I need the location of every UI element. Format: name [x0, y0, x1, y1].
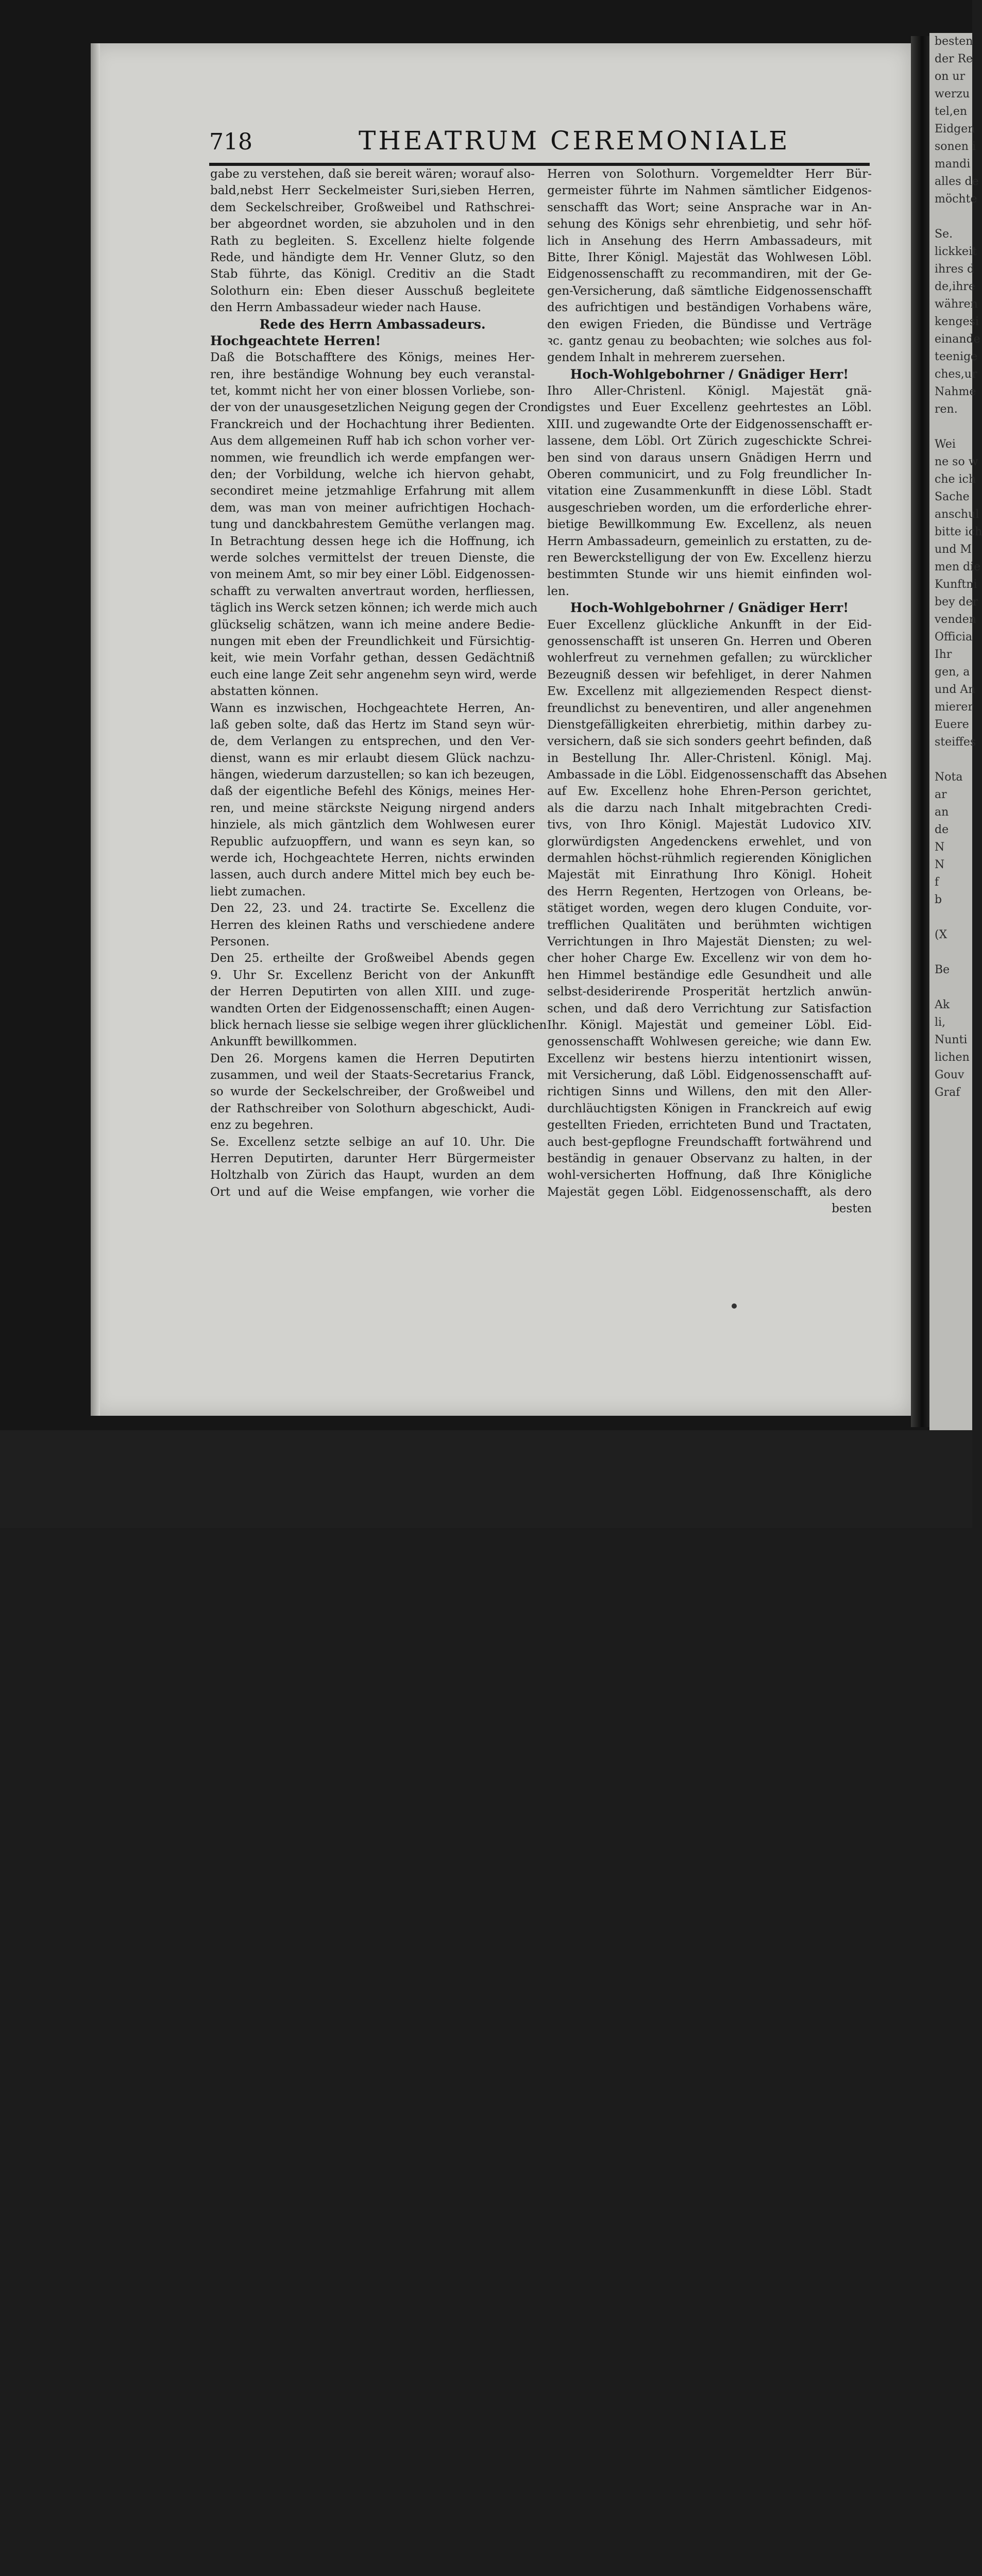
text-line: daß der eigentliche Befehl des Königs, meines Her- — [210, 785, 535, 799]
text-line: Bezeugniß dessen wir befehliget, in derer Nahmen — [547, 668, 872, 682]
text-line: Aus dem allgemeinen Ruff hab ich schon vorher ver- — [210, 434, 535, 448]
text-line: gestellten Frieden, errichteten Bund und Tractaten, — [547, 1118, 872, 1132]
viewer-footer — [0, 1430, 972, 1528]
text-line: versichern, daß sie sich sonders geehrt befinden, daß — [547, 735, 872, 749]
text-line: 9. Uhr Sr. Excellenz Bericht von der Ankunfft — [210, 968, 535, 982]
text-line: Ambassade in die Löbl. Eidgenossenschafft das Absehen — [547, 768, 887, 782]
text-line: sehung des Königs sehr ehrenbietig, und sehr höf- — [547, 217, 872, 231]
running-title: THEATRUM CEREMONIALE — [359, 126, 790, 156]
text-line: ꝛc. gantz genau zu beobachten; wie solches aus fol- — [547, 334, 872, 348]
text-line: freundlichst zu beneventiren, und aller angenehmen — [547, 701, 872, 715]
text-line: Den 22, 23. und 24. tractirte Se. Excellenz die — [210, 902, 535, 916]
adjacent-page-fragment: besten — [935, 35, 973, 48]
adjacent-page-fragment: Euere — [935, 718, 969, 731]
text-line: Rath zu begleiten. S. Excellenz hielte folgende — [210, 234, 535, 248]
text-line: täglich ins Werck setzen können; ich werde mich auch — [210, 601, 538, 615]
text-line: dem, was man von meiner aufrichtigen Hochach- — [210, 501, 535, 515]
text-line: gendem Inhalt in mehrerem zuersehen. — [547, 351, 786, 365]
text-line: Bitte, Ihrer Königl. Majestät das Wohlwesen Löbl. — [547, 250, 872, 264]
text-line: Verrichtungen in Ihro Majestät Diensten; zu wel- — [547, 935, 872, 948]
adjacent-page-fragment: on ur — [935, 70, 966, 83]
adjacent-page-fragment: Nunti — [935, 1033, 968, 1046]
text-line: richtigen Sinns und Willens, den mit den Aller- — [547, 1085, 872, 1099]
adjacent-page-fragment: sonen i — [935, 140, 976, 153]
text-line: beständig in genauer Observanz zu halten, in der — [547, 1152, 872, 1166]
text-line: liebt zumachen. — [210, 885, 306, 899]
text-line: mit Versicherung, daß Löbl. Eidgenossenschafft auf- — [547, 1069, 872, 1082]
adjacent-page-fragment: Kunftni — [935, 578, 977, 591]
adjacent-page-fragment: bey der — [935, 596, 978, 608]
text-line: senschafft das Wort; seine Ansprache war in An- — [547, 200, 872, 214]
text-line: der Herren Deputirten von allen XIII. und zuge- — [210, 985, 535, 999]
text-line: Majestät mit Einrathung Ihro Königl. Hoheit — [547, 868, 872, 882]
text-line: Herren von Solothurn. Vorgemeldter Herr Bür- — [547, 167, 872, 181]
text-line: lassene, dem Löbl. Ort Zürich zugeschickte Schrei- — [547, 434, 872, 448]
text-line: bald,nebst Herr Seckelmeister Suri,sieben Herren, — [210, 184, 535, 198]
adjacent-page-fragment: ches,ur — [935, 368, 977, 381]
text-line: den ewigen Frieden, die Bündisse und Verträge — [547, 317, 872, 331]
text-line: so wurde der Seckelschreiber, der Großweibel und — [210, 1085, 535, 1099]
text-line: tung und danckbahrestem Gemüthe verlangen mag. — [210, 518, 535, 532]
adjacent-page-fragment: währen — [935, 298, 978, 311]
text-line: zusammen, und weil der Staats-Secretarius Franck, — [210, 1069, 535, 1082]
text-line: des Herrn Regenten, Hertzogen von Orleans, be- — [547, 885, 872, 899]
text-line: Hoch-Wohlgebohrner / Gnädiger Herr! — [570, 366, 849, 382]
text-line: Wann es inzwischen, Hochgeachtete Herren, An- — [210, 701, 535, 715]
text-line: cher hoher Charge Ew. Excellenz wir von dem ho- — [547, 952, 872, 965]
text-line: nungen mit eben der Freundlichkeit und Fürsichtig- — [210, 634, 535, 648]
text-line: Excellenz wir bestens hierzu intentionirt wissen, — [547, 1052, 872, 1065]
adjacent-page-fragment: mandi — [935, 158, 971, 171]
text-line: tet, kommt nicht her von einer blossen Vorliebe, son- — [210, 384, 535, 398]
adjacent-page-fragment: an — [935, 806, 949, 819]
adjacent-page-strip — [929, 33, 982, 1430]
text-line: glückselig schätzen, wann ich meine andere Bedie- — [210, 618, 535, 632]
text-line: trefflichen Qualitäten und berühmten wichtigen — [547, 918, 872, 932]
text-line: keit, wie mein Vorfahr gethan, dessen Gedächtniß — [210, 651, 535, 665]
text-line: genossenschafft ist unseren Gn. Herren und Oberen — [547, 634, 872, 648]
text-line: ren, ihre beständige Wohnung bey euch veranstal- — [210, 367, 535, 381]
adjacent-page-fragment: Gouv — [935, 1069, 964, 1081]
adjacent-page-fragment: Ak — [935, 998, 950, 1011]
text-line: Personen. — [210, 935, 270, 948]
right-text-column — [547, 166, 887, 1217]
adjacent-page-fragment: teenige — [935, 350, 978, 363]
adjacent-page-fragment: einande — [935, 333, 980, 346]
text-line: wohlerfreut zu vernehmen gefallen; zu würcklicher — [547, 651, 872, 665]
text-line: Holtzhalb von Zürich das Haupt, wurden an dem — [210, 1168, 535, 1182]
text-line: wohl-versicherten Hoffnung, daß Ihre Königliche — [547, 1168, 872, 1182]
text-line: ben sind von daraus unsern Gnädigen Herrn und — [547, 451, 872, 465]
text-line: Majestät gegen Löbl. Eidgenossenschafft, als dero — [547, 1185, 872, 1199]
text-line: Rede des Herrn Ambassadeurs. — [259, 316, 486, 332]
adjacent-page-fragment: steiffes — [935, 736, 976, 749]
adjacent-page-fragment: Ihr — [935, 648, 952, 661]
text-line: XIII. und zugewandte Orte der Eidgenossenschafft er- — [547, 417, 873, 431]
text-line: hinziele, als mich gäntzlich dem Wohlwesen eurer — [210, 818, 535, 832]
text-line: stätiget worden, wegen dero klugen Conduite, vor- — [547, 902, 872, 916]
text-line: Rede, und händigte dem Hr. Venner Glutz, so den — [210, 250, 535, 264]
text-line: ausgeschrieben worden, um die erforderliche ehrer- — [547, 501, 872, 515]
text-line: in Bestellung Ihr. Aller-Christenl. Königl. Maj. — [547, 751, 872, 765]
text-line: Den 25. ertheilte der Großweibel Abends gegen — [210, 952, 535, 965]
text-line: euch eine lange Zeit sehr angenehm seyn wird, werde — [210, 668, 537, 682]
text-line: besten — [832, 1202, 872, 1216]
text-line: laß geben solte, daß das Hertz im Stand seyn wür- — [210, 718, 535, 732]
text-line: Ankunfft bewillkommen. — [210, 1035, 358, 1049]
adjacent-page-fragment: anschul — [935, 508, 979, 521]
text-line: als die darzu nach Inhalt mitgebrachten Credi- — [547, 801, 872, 815]
text-line: lich in Ansehung des Herrn Ambassadeurs, mit — [547, 234, 872, 248]
text-line: Ort und auf die Weise empfangen, wie vorher die — [210, 1185, 535, 1199]
text-line: Ihro Aller-Christenl. Königl. Majestät gnä- — [547, 384, 872, 398]
text-line: den; der Vorbildung, welche ich hiervon gehabt, — [210, 468, 535, 482]
adjacent-page-fragment: alles de — [935, 175, 979, 188]
left-text-column — [210, 166, 548, 1200]
text-line: auch best-gepflogne Freundschafft fortwährend und — [547, 1135, 872, 1149]
adjacent-page-fragment: und An — [935, 683, 976, 696]
adjacent-page-fragment: f — [935, 876, 939, 889]
text-line: Eidgenossenschafft zu recommandiren, mit der Ge- — [547, 267, 872, 281]
text-line: des aufrichtigen und beständigen Vorhabens wäre, — [547, 301, 872, 315]
text-line: hängen, wiederum darzustellen; so kan ich bezeugen, — [210, 768, 535, 782]
text-line: Hoch-Wohlgebohrner / Gnädiger Herr! — [570, 600, 849, 616]
adjacent-page-fragment: lickkeit — [935, 245, 977, 258]
text-line: vitation eine Zusammenkunfft in diese Löbl. Stadt — [547, 484, 872, 498]
text-line: Daß die Botschafftere des Königs, meines Her- — [210, 351, 535, 365]
text-line: enz zu begehren. — [210, 1118, 314, 1132]
text-line: abstatten können. — [210, 685, 319, 699]
text-line: hen Himmel beständige edle Gesundheit und alle — [547, 968, 872, 982]
text-line: Solothurn ein: Eben dieser Ausschuß begleitete — [210, 284, 535, 298]
text-line: werde ich, Hochgeachtete Herren, nichts erwinden — [210, 852, 535, 866]
adjacent-page-fragment: kengesi — [935, 315, 979, 328]
page-edge-shadow — [91, 43, 100, 1416]
text-line: Ihr. Königl. Majestät und gemeiner Löbl. Eid- — [547, 1018, 872, 1032]
adjacent-page-fragment: N — [935, 858, 945, 871]
text-line: Franckreich und der Hochachtung ihrer Bedienten. — [210, 417, 535, 431]
text-line: dem Seckelschreiber, Großweibel und Rathschrei- — [210, 200, 535, 214]
text-line: von meinem Amt, so mir bey einer Löbl. Eidgenossen- — [210, 568, 535, 582]
text-line: germeister führte im Nahmen sämtlicher Eidgenos- — [547, 184, 872, 198]
adjacent-page-fragment — [929, 979, 972, 996]
text-line: durchläuchtigsten Königen in Franckreich auf ewig — [547, 1101, 872, 1115]
text-line: Ew. Excellenz mit allgeziemenden Respect dienst- — [547, 685, 872, 699]
text-line: dermahlen höchst-rühmlich regierenden Königlichen — [547, 852, 872, 866]
book-gutter — [911, 36, 929, 1427]
text-line: Oberen communicirt, und zu Folg freundlicher In- — [547, 468, 872, 482]
adjacent-page-fragment: Graf — [935, 1086, 960, 1099]
adjacent-page-fragment: venden — [935, 613, 976, 626]
adjacent-page-fragment: b — [935, 893, 942, 906]
text-line: glorwürdigsten Angedenckens erwehlet, und von — [547, 835, 872, 849]
page-number: 718 — [209, 129, 252, 155]
text-line: digstes und Euer Excellenz geehrtestes an Löbl. — [547, 401, 872, 415]
text-line: gabe zu verstehen, daß sie bereit wären; worauf also- — [210, 167, 535, 181]
adjacent-page-fragment — [929, 751, 972, 769]
adjacent-page-fragment: Be — [935, 963, 950, 976]
adjacent-page-fragment: bitte ich — [935, 526, 982, 538]
adjacent-page-fragment — [929, 909, 972, 926]
text-line: ren Bewerckstelligung der von Ew. Excellenz hierzu — [547, 551, 872, 565]
text-line: Herrn Ambassadeurn, gemeinlich zu erstatten, zu de- — [547, 534, 872, 548]
text-line: Euer Excellenz glückliche Ankunfft in der Eid- — [547, 618, 872, 632]
text-line: der von der unausgesetzlichen Neigung gegen der Cron — [210, 401, 548, 415]
text-line: Hochgeachtete Herren! — [210, 333, 381, 348]
text-line: ber abgeordnet worden, sie abzuholen und in den — [210, 217, 535, 231]
adjacent-page-fragment: Nota — [935, 771, 963, 784]
text-line: dienst, wann es mir erlaubt diesem Glück nachzu- — [210, 751, 535, 765]
text-line: Herren Deputirten, darunter Herr Bürgermeister — [210, 1152, 535, 1166]
text-line: Den 26. Morgens kamen die Herren Deputirten — [210, 1052, 535, 1065]
text-line: Herren des kleinen Raths und verschiedene andere — [210, 918, 535, 932]
adjacent-page-fragment: de,ihre — [935, 280, 975, 293]
text-line: gen-Versicherung, daß sämtliche Eidgenossenschafft — [547, 284, 872, 298]
text-line: bietige Bewillkommung Ew. Excellenz, als neuen — [547, 518, 872, 532]
text-line: werde solches vermittelst der treuen Dienste, die — [210, 551, 535, 565]
adjacent-page-fragment: Se. — [935, 228, 953, 241]
text-line: ren, und meine stärckste Neigung nirgend anders — [210, 801, 535, 815]
text-line: tivs, von Ihro Königl. Majestät Ludovico XIV. — [547, 818, 872, 832]
text-line: Dienstgefälligkeiten ehrerbietig, mithin darbey zu- — [547, 718, 872, 732]
text-line: auf Ew. Excellenz hohe Ehren-Person gerichtet, — [547, 785, 872, 799]
adjacent-page-fragment: (X — [935, 928, 947, 941]
adjacent-page-fragment: che ich — [935, 473, 976, 486]
adjacent-page-fragment: Wei — [935, 438, 956, 451]
adjacent-page-fragment: lichen — [935, 1051, 970, 1064]
adjacent-page-fragment — [929, 944, 972, 961]
text-line: den Herrn Ambassadeur wieder nach Hause. — [210, 301, 482, 315]
adjacent-page-fragment: ihres d — [935, 263, 975, 276]
text-line: de, dem Verlangen zu entsprechen, und den Ver- — [210, 735, 535, 749]
text-line: Se. Excellenz setzte selbige an auf 10. Uhr. Die — [210, 1135, 535, 1149]
adjacent-page-fragment — [929, 208, 972, 226]
adjacent-page-fragment: möchte — [935, 193, 977, 206]
adjacent-page-fragment: men die — [935, 561, 981, 573]
text-line: schafft zu verwalten anvertraut worden, herfliessen, — [210, 584, 535, 598]
adjacent-page-fragment: li, — [935, 1016, 946, 1029]
text-line: In Betrachtung dessen hege ich die Hoffnung, ich — [210, 534, 535, 548]
text-line: der Rathschreiber von Solothurn abgeschickt, Audi- — [210, 1101, 535, 1115]
text-line: lassen, auch durch andere Mittel mich bey euch be- — [210, 868, 535, 882]
adjacent-page-fragment: Officia — [935, 631, 973, 643]
adjacent-page-fragment: werzu — [935, 88, 970, 100]
adjacent-page-fragment: N — [935, 841, 945, 854]
text-line: wandten Orten der Eidgenossenschafft; einen Augen- — [210, 1002, 535, 1015]
adjacent-page-fragment: Sache — [935, 490, 970, 503]
page-header — [209, 120, 869, 166]
adjacent-page-fragment: Nahme — [935, 385, 976, 398]
ink-spot — [732, 1303, 737, 1309]
text-line: genossenschafft Wohlwesen gereiche; wie dann Ew. — [547, 1035, 872, 1049]
adjacent-page-fragment: und M — [935, 543, 972, 556]
text-line: Republic aufzuopffern, und wann es seyn kan, so — [210, 835, 535, 849]
text-line: secondiret meine jetzmahlige Erfahrung mit allem — [210, 484, 535, 498]
adjacent-page-fragment: de — [935, 823, 949, 836]
text-line: nommen, wie freundlich ich werde empfangen wer- — [210, 451, 535, 465]
adjacent-page-fragment: gen, a — [935, 666, 970, 679]
adjacent-page-fragment: ren. — [935, 403, 958, 416]
text-line: Stab führte, das Königl. Creditiv an die Stadt — [210, 267, 535, 281]
adjacent-page-fragment: ne so w — [935, 455, 978, 468]
adjacent-page-fragment: der Re — [935, 53, 973, 65]
text-line: blick hernach liesse sie selbige wegen ihrer glücklichen — [210, 1018, 547, 1032]
text-line: schen, und daß dero Verrichtung zur Satisfaction — [547, 1002, 872, 1015]
adjacent-page-fragment — [929, 418, 972, 436]
adjacent-page-fragment: ar — [935, 788, 947, 801]
adjacent-page-fragment: mierer — [935, 701, 973, 714]
text-line: bestimmten Stunde wir uns hiemit einfinden wol- — [547, 568, 872, 582]
text-line: selbst-desiderirende Prosperität hertzlich anwün- — [547, 985, 872, 999]
adjacent-page-fragment: tel,en — [935, 105, 968, 118]
adjacent-page-fragment: Eidgen — [935, 123, 975, 135]
text-line: len. — [547, 584, 570, 598]
